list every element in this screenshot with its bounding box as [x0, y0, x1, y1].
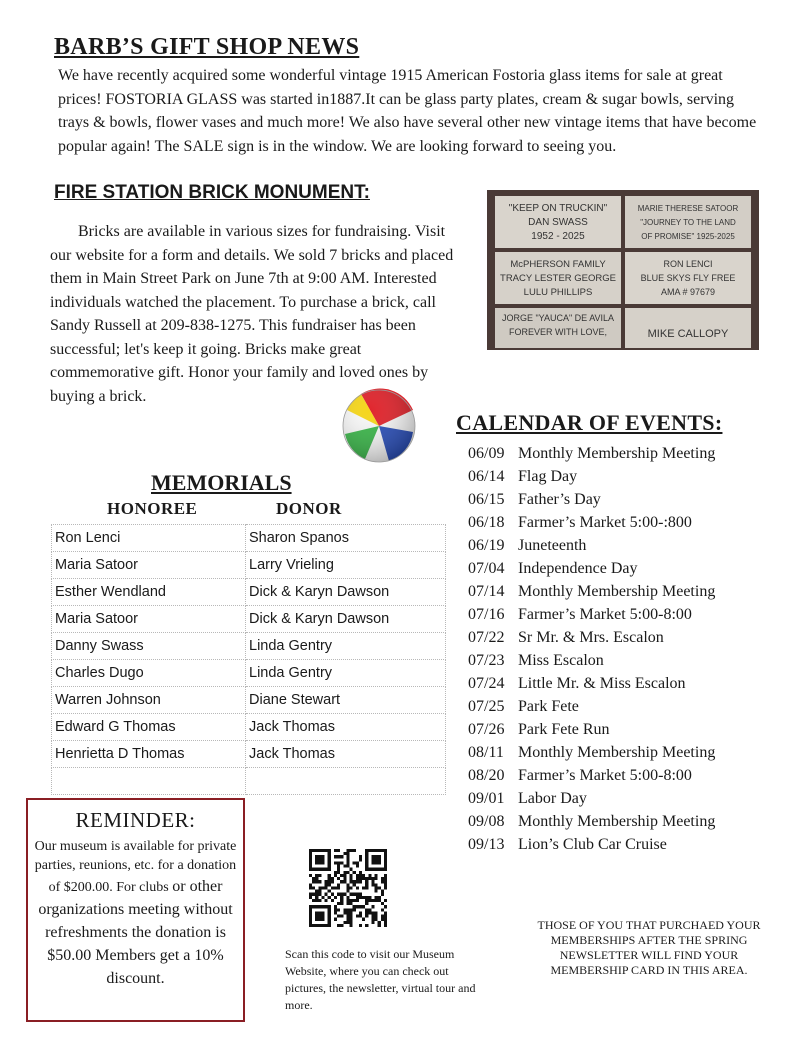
calendar-event: [468, 672, 788, 695]
gift-shop-title: BARB’S GIFT SHOP NEWS: [54, 34, 360, 60]
brick-2-line-2: "JOURNEY TO THE LAND: [640, 218, 736, 227]
event-name: Juneteenth: [518, 537, 587, 554]
table-row: [52, 579, 446, 606]
event-date: 06/19: [468, 537, 505, 554]
event-date: 07/23: [468, 652, 505, 669]
event-name: Park Fete Run: [518, 721, 610, 738]
donor-cell: Diane Stewart: [246, 687, 446, 714]
calendar-event: [468, 695, 788, 718]
donor-cell: Larry Vrieling: [246, 552, 446, 579]
reminder-text-large: or other organizations meeting without refreshments the donation is $50.00 Members get a 10% discount.: [38, 878, 233, 987]
event-name: Sr Mr. & Mrs. Escalon: [518, 629, 664, 646]
honoree-cell: [52, 768, 246, 795]
calendar-event: [468, 626, 788, 649]
event-date: 07/25: [468, 698, 505, 715]
reminder-text: [32, 837, 239, 990]
brick-6: [625, 308, 751, 348]
brick-1-line-1: "KEEP ON TRUCKIN": [508, 203, 608, 214]
event-date: 06/14: [468, 468, 505, 485]
event-name: Park Fete: [518, 698, 579, 715]
table-row: [52, 606, 446, 633]
table-row: [52, 660, 446, 687]
event-name: Monthly Membership Meeting: [518, 445, 716, 462]
memorials-table: [51, 524, 446, 795]
table-row: [52, 687, 446, 714]
calendar-event: [468, 741, 788, 764]
event-date: 06/18: [468, 514, 505, 531]
event-name: Farmer’s Market 5:00-:800: [518, 514, 692, 531]
event-name: Father’s Day: [518, 491, 601, 508]
honoree-cell: Esther Wendland: [52, 579, 246, 606]
qr-caption: Scan this code to visit our Museum Website, where you can check out pictures, the newsletter, virtual tour and more.: [285, 947, 476, 1012]
calendar-event: [468, 787, 788, 810]
table-row: [52, 525, 446, 552]
donor-cell: Sharon Spanos: [246, 525, 446, 552]
brick-3-line-2: TRACY LESTER GEORGE: [500, 273, 616, 284]
calendar-event: [468, 442, 788, 465]
table-row: [52, 633, 446, 660]
brick-monument-photo: [487, 190, 759, 350]
donor-cell: Jack Thomas: [246, 741, 446, 768]
event-date: 06/15: [468, 491, 505, 508]
brick-4-line-3: AMA # 97679: [660, 287, 716, 297]
event-date: 07/24: [468, 675, 505, 692]
brick-2-line-3: OF PROMISE" 1925-2025: [641, 232, 735, 241]
event-date: 06/09: [468, 445, 505, 462]
event-name: Flag Day: [518, 468, 578, 485]
event-date: 07/16: [468, 606, 505, 623]
brick-5-line-2: FOREVER WITH LOVE,: [508, 327, 608, 337]
calendar-event: [468, 649, 788, 672]
event-name: Farmer’s Market 5:00-8:00: [518, 767, 692, 784]
event-date: 08/11: [468, 744, 504, 761]
memorials-title: MEMORIALS: [151, 470, 292, 495]
calendar-event: [468, 488, 788, 511]
event-date: 09/08: [468, 813, 505, 830]
brick-2-line-1: MARIE THERESE SATOOR: [637, 204, 739, 213]
calendar-events-list: [468, 442, 788, 856]
event-name: Labor Day: [518, 790, 587, 807]
fire-station-title: FIRE STATION BRICK MONUMENT:: [54, 182, 370, 203]
gift-shop-text: We have recently acquired some wonderful vintage 1915 American Fostoria glass items for sale at great prices! FOSTORIA GLASS was started in1887.It can be glass party plates, cream & sugar bowls, serving trays & bowls, flower vases and much more! We also have several other new vintage items that have become popular again! The SALE sign is in the window. We are looking forward to seeing you.: [58, 67, 757, 155]
calendar-event: [468, 810, 788, 833]
event-name: Farmer’s Market 5:00-8:00: [518, 606, 692, 623]
reminder-text-small: Our museum is available for private parties, reunions, etc. for a donation of $200.00. For clubs: [34, 839, 237, 895]
brick-4-line-1: RON LENCI: [663, 259, 713, 269]
event-name: Miss Escalon: [518, 652, 604, 669]
honoree-cell: Danny Swass: [52, 633, 246, 660]
event-date: 07/26: [468, 721, 505, 738]
calendar-event: [468, 534, 788, 557]
honoree-cell: Edward G Thomas: [52, 714, 246, 741]
event-name: Little Mr. & Miss Escalon: [518, 675, 686, 692]
qr-code[interactable]: [309, 849, 387, 927]
calendar-event: [468, 511, 788, 534]
table-row: [52, 714, 446, 741]
calendar-event: [468, 465, 788, 488]
brick-3-line-1: McPHERSON FAMILY: [510, 259, 606, 270]
calendar-event: [468, 764, 788, 787]
donor-cell: Linda Gentry: [246, 633, 446, 660]
honoree-column-header: HONOREE: [107, 499, 198, 518]
brick-4-line-2: BLUE SKYS FLY FREE: [640, 273, 736, 283]
calendar-event: [468, 557, 788, 580]
honoree-cell: Henrietta D Thomas: [52, 741, 246, 768]
calendar-event: [468, 603, 788, 626]
honoree-cell: Ron Lenci: [52, 525, 246, 552]
membership-card-note: THOSE OF YOU THAT PURCHAED YOUR MEMBERSHIPS AFTER THE SPRING NEWSLETTER WILL FIND YOUR MEMBERSHIP CARD IN THIS AREA.: [537, 918, 761, 977]
calendar-event: [468, 580, 788, 603]
reminder-box: [26, 798, 245, 1022]
honoree-cell: Charles Dugo: [52, 660, 246, 687]
brick-5-line-1: JORGE "YAUCA" DE AVILA: [501, 313, 615, 323]
brick-5: [495, 308, 621, 348]
brick-1-line-2: DAN SWASS: [528, 217, 588, 228]
event-date: 07/14: [468, 583, 505, 600]
event-date: 09/01: [468, 790, 505, 807]
event-name: Monthly Membership Meeting: [518, 583, 716, 600]
event-date: 09/13: [468, 836, 505, 853]
table-row: [52, 552, 446, 579]
donor-cell: Dick & Karyn Dawson: [246, 606, 446, 633]
brick-2: [625, 196, 751, 248]
brick-6-line-2: MIKE CALLOPY: [647, 328, 729, 340]
event-date: 07/04: [468, 560, 505, 577]
event-name: Lion’s Club Car Cruise: [518, 836, 667, 853]
calendar-title: CALENDAR OF EVENTS:: [456, 410, 723, 435]
honoree-cell: Maria Satoor: [52, 606, 246, 633]
calendar-event: [468, 833, 788, 856]
donor-column-header: DONOR: [276, 499, 342, 518]
brick-1-line-3: 1952 - 2025: [531, 231, 585, 242]
donor-cell: Linda Gentry: [246, 660, 446, 687]
brick-4: [625, 252, 751, 304]
event-date: 07/22: [468, 629, 505, 646]
honoree-cell: Maria Satoor: [52, 552, 246, 579]
fire-station-text: Bricks are available in various sizes for fundraising. Visit our website for a form and details. We sold 7 bricks and placed them in Main Street Park on June 7th at 9:00 AM. Interested individuals watched the placement. To purchase a brick, call Sandy Russell at 209-838-1275. This fundraiser has been successful; let's keep it going. Bricks make great commemorative gift. Honor your family and loved ones by buying a brick.: [50, 223, 454, 405]
honoree-cell: Warren Johnson: [52, 687, 246, 714]
brick-3: [495, 252, 621, 304]
table-row: [52, 768, 446, 795]
event-name: Independence Day: [518, 560, 638, 577]
event-date: 08/20: [468, 767, 505, 784]
event-name: Monthly Membership Meeting: [518, 744, 716, 761]
donor-cell: Jack Thomas: [246, 714, 446, 741]
brick-1: [495, 196, 621, 248]
table-row: [52, 741, 446, 768]
reminder-title: REMINDER:: [75, 808, 196, 832]
calendar-event: [468, 718, 788, 741]
brick-3-line-3: LULU PHILLIPS: [523, 287, 593, 298]
donor-cell: [246, 768, 446, 795]
beach-ball-icon: [341, 388, 417, 464]
donor-cell: Dick & Karyn Dawson: [246, 579, 446, 606]
event-name: Monthly Membership Meeting: [518, 813, 716, 830]
